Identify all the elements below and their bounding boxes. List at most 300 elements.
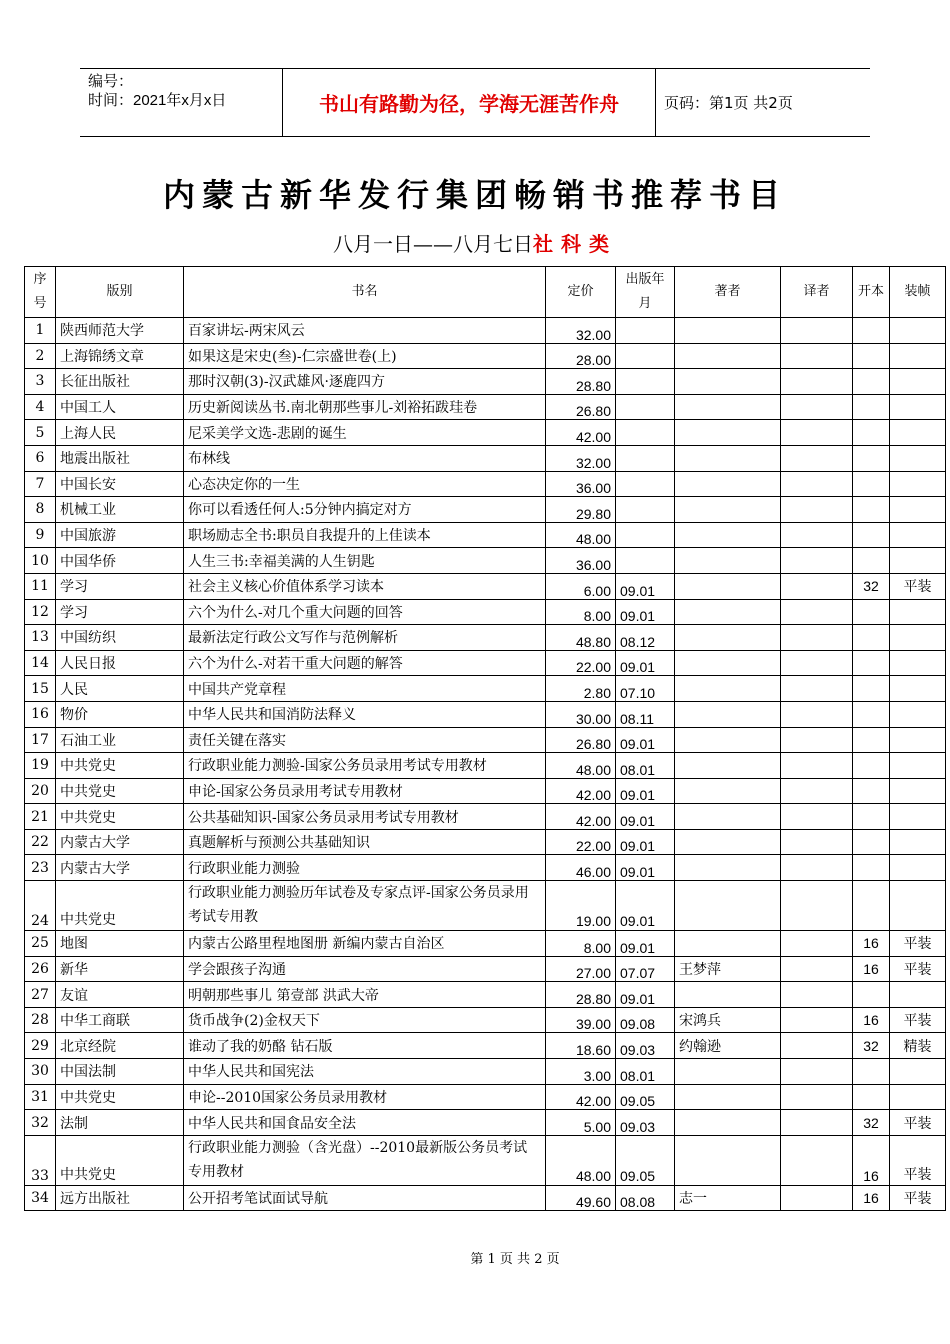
page-info: 页码：第1页 共2页 xyxy=(664,94,793,112)
cell-date xyxy=(616,522,675,548)
cell-size xyxy=(853,548,890,574)
cell-num: 19 xyxy=(25,753,56,779)
cell-book: 中华人民共和国消防法释义 xyxy=(184,701,546,727)
cell-date xyxy=(616,394,675,420)
time-label: 时间：2021年x月x日 xyxy=(88,92,227,109)
cell-publisher: 上海锦绣文章 xyxy=(56,343,184,369)
cell-size xyxy=(853,1084,890,1110)
cell-author xyxy=(675,804,781,830)
cell-binding xyxy=(890,625,946,651)
cell-book: 公共基础知识-国家公务员录用考试专用教材 xyxy=(184,804,546,830)
date-range: 八月一日——八月七日 xyxy=(333,232,533,256)
page-header xyxy=(80,68,870,137)
cell-date: 09.01 xyxy=(616,982,675,1008)
table-row xyxy=(25,369,946,395)
cell-binding xyxy=(890,881,946,931)
cell-book: 行政职业能力测验（含光盘）--2010最新版公务员考试专用教材 xyxy=(184,1135,546,1185)
cell-date xyxy=(616,445,675,471)
cell-author xyxy=(675,1059,781,1085)
cell-size: 16 xyxy=(853,956,890,982)
cell-author xyxy=(675,573,781,599)
table-row xyxy=(25,471,946,497)
cell-num: 28 xyxy=(25,1007,56,1033)
cell-book: 真题解析与预测公共基础知识 xyxy=(184,829,546,855)
cell-size xyxy=(853,727,890,753)
cell-size xyxy=(853,625,890,651)
cell-translator xyxy=(781,753,853,779)
cell-price: 32.00 xyxy=(546,318,616,344)
header-book: 书名 xyxy=(184,267,546,318)
cell-num: 26 xyxy=(25,956,56,982)
cell-translator xyxy=(781,1185,853,1211)
cell-num: 23 xyxy=(25,855,56,881)
cell-date: 09.01 xyxy=(616,599,675,625)
cell-translator xyxy=(781,1007,853,1033)
cell-price: 48.00 xyxy=(546,522,616,548)
table-row xyxy=(25,625,946,651)
cell-date: 09.03 xyxy=(616,1110,675,1136)
cell-binding xyxy=(890,394,946,420)
cell-author: 志一 xyxy=(675,1185,781,1211)
cell-binding xyxy=(890,829,946,855)
cell-binding xyxy=(890,548,946,574)
cell-translator xyxy=(781,471,853,497)
header-publisher: 版别 xyxy=(56,267,184,318)
cell-publisher: 内蒙古大学 xyxy=(56,829,184,855)
cell-publisher: 中国长安 xyxy=(56,471,184,497)
document-title: 内蒙古新华发行集团畅销书推荐书目 xyxy=(162,176,787,214)
cell-price: 8.00 xyxy=(546,599,616,625)
cell-translator xyxy=(781,982,853,1008)
cell-price: 36.00 xyxy=(546,471,616,497)
cell-publisher: 中共党史 xyxy=(56,1084,184,1110)
cell-date: 07.10 xyxy=(616,676,675,702)
cell-num: 33 xyxy=(25,1135,56,1185)
cell-translator xyxy=(781,369,853,395)
cell-size xyxy=(853,753,890,779)
cell-publisher: 中国华侨 xyxy=(56,548,184,574)
cell-author xyxy=(675,701,781,727)
cell-binding xyxy=(890,1084,946,1110)
cell-translator xyxy=(781,701,853,727)
cell-size: 32 xyxy=(853,1033,890,1059)
cell-author xyxy=(675,369,781,395)
cell-num: 17 xyxy=(25,727,56,753)
cell-size xyxy=(853,881,890,931)
cell-binding xyxy=(890,1059,946,1085)
cell-binding xyxy=(890,650,946,676)
cell-price: 28.80 xyxy=(546,369,616,395)
cell-publisher: 中国工人 xyxy=(56,394,184,420)
cell-book: 人生三书:幸福美满的人生钥匙 xyxy=(184,548,546,574)
cell-size xyxy=(853,497,890,523)
cell-price: 19.00 xyxy=(546,881,616,931)
cell-size xyxy=(853,701,890,727)
cell-date xyxy=(616,497,675,523)
cell-translator xyxy=(781,881,853,931)
cell-binding: 平装 xyxy=(890,1185,946,1211)
cell-num: 34 xyxy=(25,1185,56,1211)
cell-publisher: 中共党史 xyxy=(56,753,184,779)
cell-publisher: 中国旅游 xyxy=(56,522,184,548)
cell-num: 29 xyxy=(25,1033,56,1059)
book-table xyxy=(24,266,946,1211)
cell-book: 公开招考笔试面试导航 xyxy=(184,1185,546,1211)
cell-author: 约翰逊 xyxy=(675,1033,781,1059)
cell-size xyxy=(853,982,890,1008)
cell-translator xyxy=(781,1033,853,1059)
cell-num: 25 xyxy=(25,931,56,957)
cell-author: 宋鸿兵 xyxy=(675,1007,781,1033)
cell-date: 09.01 xyxy=(616,855,675,881)
cell-author xyxy=(675,1135,781,1185)
cell-book: 明朝那些事儿 第壹部 洪武大帝 xyxy=(184,982,546,1008)
cell-binding xyxy=(890,522,946,548)
cell-price: 3.00 xyxy=(546,1059,616,1085)
cell-num: 10 xyxy=(25,548,56,574)
cell-author xyxy=(675,778,781,804)
table-row xyxy=(25,753,946,779)
cell-price: 26.80 xyxy=(546,394,616,420)
cell-binding xyxy=(890,497,946,523)
cell-translator xyxy=(781,573,853,599)
cell-size xyxy=(853,804,890,830)
cell-date: 09.01 xyxy=(616,931,675,957)
cell-binding: 平装 xyxy=(890,1007,946,1033)
header-date: 出版年月 xyxy=(616,267,675,318)
header-size: 开本 xyxy=(853,267,890,318)
cell-size xyxy=(853,471,890,497)
cell-binding: 平装 xyxy=(890,956,946,982)
cell-size xyxy=(853,650,890,676)
table-row xyxy=(25,1007,946,1033)
cell-date: 09.01 xyxy=(616,881,675,931)
cell-publisher: 石油工业 xyxy=(56,727,184,753)
cell-author xyxy=(675,881,781,931)
table-row xyxy=(25,676,946,702)
cell-translator xyxy=(781,318,853,344)
cell-translator xyxy=(781,522,853,548)
cell-translator xyxy=(781,727,853,753)
cell-date: 07.07 xyxy=(616,956,675,982)
cell-size xyxy=(853,599,890,625)
cell-author xyxy=(675,599,781,625)
cell-size xyxy=(853,369,890,395)
cell-publisher: 陕西师范大学 xyxy=(56,318,184,344)
cell-num: 15 xyxy=(25,676,56,702)
header-author: 著者 xyxy=(675,267,781,318)
header-translator: 译者 xyxy=(781,267,853,318)
cell-translator xyxy=(781,1084,853,1110)
cell-book: 中华人民共和国宪法 xyxy=(184,1059,546,1085)
cell-price: 42.00 xyxy=(546,778,616,804)
header-binding: 装帧 xyxy=(890,267,946,318)
cell-book: 中国共产党章程 xyxy=(184,676,546,702)
cell-num: 3 xyxy=(25,369,56,395)
cell-date xyxy=(616,318,675,344)
cell-author xyxy=(675,650,781,676)
cell-author xyxy=(675,471,781,497)
cell-book: 那时汉朝(3)-汉武雄风·逐鹿四方 xyxy=(184,369,546,395)
cell-num: 27 xyxy=(25,982,56,1008)
cell-date: 08.08 xyxy=(616,1185,675,1211)
cell-price: 2.80 xyxy=(546,676,616,702)
cell-book: 六个为什么-对几个重大问题的回答 xyxy=(184,599,546,625)
cell-author: 王梦萍 xyxy=(675,956,781,982)
cell-author xyxy=(675,343,781,369)
cell-binding xyxy=(890,471,946,497)
cell-author xyxy=(675,625,781,651)
table-header-row xyxy=(25,267,946,318)
cell-binding: 平装 xyxy=(890,1110,946,1136)
cell-date: 09.03 xyxy=(616,1033,675,1059)
cell-translator xyxy=(781,855,853,881)
document-subtitle xyxy=(0,228,950,257)
cell-publisher: 内蒙古大学 xyxy=(56,855,184,881)
cell-binding xyxy=(890,982,946,1008)
cell-translator xyxy=(781,599,853,625)
cell-translator xyxy=(781,1059,853,1085)
cell-size xyxy=(853,676,890,702)
cell-publisher: 远方出版社 xyxy=(56,1185,184,1211)
cell-binding: 平装 xyxy=(890,573,946,599)
cell-publisher: 北京经院 xyxy=(56,1033,184,1059)
cell-translator xyxy=(781,778,853,804)
cell-price: 39.00 xyxy=(546,1007,616,1033)
cell-num: 4 xyxy=(25,394,56,420)
cell-book: 心态决定你的一生 xyxy=(184,471,546,497)
cell-date xyxy=(616,369,675,395)
cell-date xyxy=(616,420,675,446)
cell-date: 09.08 xyxy=(616,1007,675,1033)
cell-book: 货币战争(2)金权天下 xyxy=(184,1007,546,1033)
cell-size xyxy=(853,318,890,344)
cell-author xyxy=(675,855,781,881)
cell-date xyxy=(616,471,675,497)
cell-size xyxy=(853,343,890,369)
cell-num: 21 xyxy=(25,804,56,830)
cell-author xyxy=(675,982,781,1008)
cell-book: 行政职业能力测验历年试卷及专家点评-国家公务员录用考试专用教 xyxy=(184,881,546,931)
cell-book: 中华人民共和国食品安全法 xyxy=(184,1110,546,1136)
cell-num: 20 xyxy=(25,778,56,804)
cell-publisher: 长征出版社 xyxy=(56,369,184,395)
cell-date: 09.01 xyxy=(616,727,675,753)
cell-price: 49.60 xyxy=(546,1185,616,1211)
cell-binding xyxy=(890,420,946,446)
cell-date: 09.05 xyxy=(616,1135,675,1185)
cell-publisher: 学习 xyxy=(56,599,184,625)
header-num: 序号 xyxy=(25,267,56,318)
cell-num: 2 xyxy=(25,343,56,369)
cell-price: 42.00 xyxy=(546,420,616,446)
table-row xyxy=(25,318,946,344)
cell-price: 48.00 xyxy=(546,1135,616,1185)
table-row xyxy=(25,956,946,982)
cell-translator xyxy=(781,625,853,651)
table-row xyxy=(25,1135,946,1185)
cell-translator xyxy=(781,1135,853,1185)
cell-author xyxy=(675,497,781,523)
cell-binding xyxy=(890,701,946,727)
cell-price: 18.60 xyxy=(546,1033,616,1059)
cell-translator xyxy=(781,676,853,702)
cell-date: 08.11 xyxy=(616,701,675,727)
cell-date: 08.12 xyxy=(616,625,675,651)
cell-author xyxy=(675,420,781,446)
cell-translator xyxy=(781,650,853,676)
cell-translator xyxy=(781,343,853,369)
cell-publisher: 人民 xyxy=(56,676,184,702)
cell-num: 24 xyxy=(25,881,56,931)
cell-date: 09.01 xyxy=(616,778,675,804)
table-row xyxy=(25,522,946,548)
table-row xyxy=(25,804,946,830)
cell-author xyxy=(675,445,781,471)
cell-num: 13 xyxy=(25,625,56,651)
cell-publisher: 法制 xyxy=(56,1110,184,1136)
cell-publisher: 中共党史 xyxy=(56,1135,184,1185)
cell-num: 22 xyxy=(25,829,56,855)
table-row xyxy=(25,855,946,881)
motto: 书山有路勤为径，学海无涯苦作舟 xyxy=(282,69,656,136)
cell-translator xyxy=(781,931,853,957)
cell-price: 48.00 xyxy=(546,753,616,779)
cell-book: 谁动了我的奶酪 钻石版 xyxy=(184,1033,546,1059)
cell-date: 09.05 xyxy=(616,1084,675,1110)
cell-date: 09.01 xyxy=(616,573,675,599)
code-label: 编号： xyxy=(88,73,134,90)
cell-book: 最新法定行政公文写作与范例解析 xyxy=(184,625,546,651)
cell-price: 42.00 xyxy=(546,1084,616,1110)
cell-date: 08.01 xyxy=(616,1059,675,1085)
table-row xyxy=(25,982,946,1008)
cell-binding xyxy=(890,318,946,344)
category-label: 社科类 xyxy=(533,232,617,256)
header-price: 定价 xyxy=(546,267,616,318)
cell-price: 28.00 xyxy=(546,343,616,369)
cell-author xyxy=(675,394,781,420)
cell-book: 行政职业能力测验-国家公务员录用考试专用教材 xyxy=(184,753,546,779)
table-row xyxy=(25,343,946,369)
table-row xyxy=(25,573,946,599)
table-row xyxy=(25,727,946,753)
cell-size xyxy=(853,522,890,548)
table-row xyxy=(25,931,946,957)
cell-publisher: 物价 xyxy=(56,701,184,727)
cell-num: 11 xyxy=(25,573,56,599)
cell-size xyxy=(853,855,890,881)
table-row xyxy=(25,701,946,727)
cell-author xyxy=(675,829,781,855)
cell-binding xyxy=(890,778,946,804)
cell-book: 职场励志全书:职员自我提升的上佳读本 xyxy=(184,522,546,548)
cell-translator xyxy=(781,956,853,982)
table-row xyxy=(25,829,946,855)
cell-publisher: 中华工商联 xyxy=(56,1007,184,1033)
table-row xyxy=(25,1033,946,1059)
cell-translator xyxy=(781,804,853,830)
table-row xyxy=(25,1185,946,1211)
cell-price: 32.00 xyxy=(546,445,616,471)
cell-publisher: 上海人民 xyxy=(56,420,184,446)
cell-publisher: 中共党史 xyxy=(56,881,184,931)
cell-author xyxy=(675,931,781,957)
cell-price: 8.00 xyxy=(546,931,616,957)
cell-num: 16 xyxy=(25,701,56,727)
cell-size xyxy=(853,1059,890,1085)
table-row xyxy=(25,1059,946,1085)
cell-date: 09.01 xyxy=(616,804,675,830)
cell-author xyxy=(675,548,781,574)
cell-size: 16 xyxy=(853,1007,890,1033)
cell-price: 42.00 xyxy=(546,804,616,830)
cell-price: 30.00 xyxy=(546,701,616,727)
cell-binding xyxy=(890,676,946,702)
cell-size xyxy=(853,445,890,471)
cell-publisher: 中国纺织 xyxy=(56,625,184,651)
cell-book: 如果这是宋史(叁)-仁宗盛世卷(上) xyxy=(184,343,546,369)
cell-binding xyxy=(890,445,946,471)
cell-size: 16 xyxy=(853,1135,890,1185)
table-row xyxy=(25,497,946,523)
cell-author xyxy=(675,1084,781,1110)
table-row xyxy=(25,548,946,574)
cell-price: 28.80 xyxy=(546,982,616,1008)
cell-author xyxy=(675,522,781,548)
header-meta xyxy=(88,72,226,110)
cell-book: 六个为什么-对若干重大问题的解答 xyxy=(184,650,546,676)
cell-price: 36.00 xyxy=(546,548,616,574)
cell-price: 5.00 xyxy=(546,1110,616,1136)
cell-binding xyxy=(890,804,946,830)
cell-translator xyxy=(781,1110,853,1136)
cell-book: 责任关键在落实 xyxy=(184,727,546,753)
cell-publisher: 学习 xyxy=(56,573,184,599)
cell-num: 6 xyxy=(25,445,56,471)
cell-date: 09.01 xyxy=(616,650,675,676)
cell-price: 29.80 xyxy=(546,497,616,523)
cell-publisher: 人民日报 xyxy=(56,650,184,676)
cell-author xyxy=(675,727,781,753)
cell-date: 08.01 xyxy=(616,753,675,779)
cell-binding xyxy=(890,343,946,369)
cell-book: 行政职业能力测验 xyxy=(184,855,546,881)
cell-price: 46.00 xyxy=(546,855,616,881)
table-row xyxy=(25,778,946,804)
cell-book: 申论-国家公务员录用考试专用教材 xyxy=(184,778,546,804)
cell-price: 6.00 xyxy=(546,573,616,599)
cell-author xyxy=(675,318,781,344)
table-row xyxy=(25,420,946,446)
cell-num: 12 xyxy=(25,599,56,625)
cell-book: 申论--2010国家公务员录用教材 xyxy=(184,1084,546,1110)
cell-translator xyxy=(781,445,853,471)
cell-num: 31 xyxy=(25,1084,56,1110)
table-row xyxy=(25,599,946,625)
table-row xyxy=(25,445,946,471)
cell-num: 1 xyxy=(25,318,56,344)
cell-num: 32 xyxy=(25,1110,56,1136)
cell-book: 百家讲坛-两宋风云 xyxy=(184,318,546,344)
cell-size xyxy=(853,778,890,804)
cell-book: 历史新阅读丛书.南北朝那些事儿-刘裕拓跋珪卷 xyxy=(184,394,546,420)
cell-binding xyxy=(890,369,946,395)
cell-price: 22.00 xyxy=(546,829,616,855)
cell-publisher: 新华 xyxy=(56,956,184,982)
cell-num: 30 xyxy=(25,1059,56,1085)
cell-binding: 精装 xyxy=(890,1033,946,1059)
